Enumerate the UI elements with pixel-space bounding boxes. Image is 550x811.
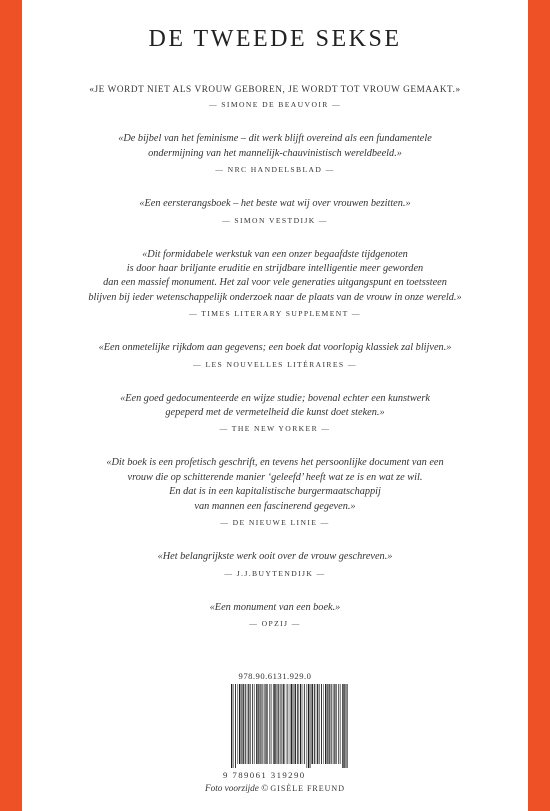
barcode-bar bbox=[250, 684, 251, 764]
quote-source: — DE NIEUWE LINIE — bbox=[220, 518, 330, 528]
barcode-bar bbox=[323, 684, 324, 764]
quote-source: — OPZIJ — bbox=[249, 618, 301, 628]
quote-6 bbox=[22, 392, 528, 436]
quote-text: «Een onmetelijke rijkdom aan gegevens; een boek dat voorlopig klassiek zal blijven.» bbox=[98, 342, 452, 354]
barcode-bar bbox=[319, 684, 320, 764]
barcode-bar bbox=[294, 684, 295, 764]
barcode-bar bbox=[264, 684, 265, 764]
barcode-bar bbox=[289, 684, 290, 764]
quote-3 bbox=[22, 197, 528, 226]
barcode-bar bbox=[241, 684, 242, 764]
quote-text: «Dit formidabele werkstuk van een onzer begaafdste tijdgenoten is door haar briljante eruditie en strijdbare intelligentie meer geworden dan een massief monument. Het zal voor vele generaties uitgangspunt en toetssteen blijven bij ieder wetenschappelijk onderzoek naar de plaats van de vrouw in onze wereld.» bbox=[88, 248, 462, 303]
barcode-bar bbox=[283, 684, 284, 764]
barcode-bar bbox=[317, 684, 318, 764]
quote-7 bbox=[22, 456, 528, 529]
quote-source: — THE NEW YORKER — bbox=[219, 424, 331, 434]
left-accent-stripe bbox=[0, 0, 22, 811]
barcode-bar bbox=[308, 684, 309, 768]
barcode-bar bbox=[273, 684, 274, 764]
barcode-bar bbox=[267, 684, 268, 764]
barcode-bar bbox=[312, 684, 313, 764]
barcode-bar bbox=[259, 684, 260, 764]
quote-text: «Een monument van een boek.» bbox=[209, 601, 341, 613]
barcode-bar bbox=[272, 684, 273, 764]
barcode-bar bbox=[278, 684, 279, 764]
barcode-bar bbox=[235, 684, 236, 768]
barcode-bar bbox=[295, 684, 296, 764]
barcode-bar bbox=[331, 684, 332, 764]
back-cover bbox=[22, 0, 528, 811]
book-title: DE TWEEDE SEKSE bbox=[148, 26, 402, 52]
photo-credit bbox=[22, 783, 528, 793]
barcode-bar bbox=[231, 684, 232, 768]
barcode-bar bbox=[306, 684, 307, 768]
quote-1 bbox=[22, 82, 528, 111]
barcode-bar bbox=[327, 684, 328, 764]
quote-text: «Het belangrijkste werk ooit over de vrouw geschreven.» bbox=[157, 551, 393, 563]
barcode-bar bbox=[254, 684, 255, 764]
quote-text: «JE WORDT NIET ALS VROUW GEBOREN, JE WORDT TOT VROUW GEMAAKT.» bbox=[89, 84, 461, 94]
barcode-bar bbox=[345, 684, 346, 768]
barcode-bar bbox=[281, 684, 282, 764]
barcode-bar bbox=[299, 684, 300, 764]
quote-2 bbox=[22, 132, 528, 176]
barcode-bar bbox=[333, 684, 334, 764]
barcode-bar bbox=[314, 684, 315, 764]
barcode-bar bbox=[245, 684, 246, 764]
barcode-bar bbox=[310, 684, 311, 768]
barcode-bar bbox=[269, 684, 270, 764]
quote-source: — SIMONE DE BEAUVOIR — bbox=[208, 100, 342, 110]
barcode-bar bbox=[280, 684, 281, 764]
barcode-bar bbox=[347, 684, 348, 768]
barcode-bar bbox=[275, 684, 276, 764]
barcode-bar bbox=[260, 684, 261, 764]
barcode-bar bbox=[321, 684, 322, 764]
quote-text: «De bijbel van het feminisme – dit werk blijft overeind als een fundamentele ondermijning van het mannelijk-chauvinistisch wereldbeeld.» bbox=[118, 133, 432, 159]
barcode-bar bbox=[291, 684, 292, 764]
barcode-bar bbox=[325, 684, 326, 764]
barcode-bar bbox=[242, 684, 243, 764]
quote-9 bbox=[22, 601, 528, 630]
barcode-bar bbox=[336, 684, 337, 764]
quote-text: «Een goed gedocumenteerde en wijze studie; bovenal echter een kunstwerk gepeperd met de vermetelheid die kunst doet steken.» bbox=[120, 392, 430, 419]
barcode-bar bbox=[277, 684, 278, 764]
photo-credit-name: GISÈLE FREUND bbox=[270, 784, 345, 793]
barcode-bar bbox=[329, 684, 330, 764]
barcode-bar bbox=[338, 684, 339, 764]
quote-source: — J.J.BUYTENDIJK — bbox=[224, 568, 326, 578]
quote-5 bbox=[22, 341, 528, 370]
barcode-bar bbox=[297, 684, 298, 764]
barcode-bar bbox=[237, 684, 238, 764]
barcode-bar bbox=[293, 684, 294, 764]
barcode-bar bbox=[285, 684, 286, 764]
barcode-bar bbox=[340, 684, 341, 764]
barcode-bar bbox=[287, 684, 288, 764]
barcode-bar bbox=[344, 684, 345, 768]
barcode-bar bbox=[239, 684, 240, 764]
quote-source: — LES NOUVELLES LITÉRAIRES — bbox=[193, 359, 357, 369]
barcode-digits: 9 789061 319290 bbox=[223, 770, 306, 780]
quote-4 bbox=[22, 248, 528, 321]
barcode bbox=[229, 684, 349, 768]
barcode-bar bbox=[311, 684, 312, 764]
barcode-bar bbox=[342, 684, 343, 768]
barcode-bar bbox=[258, 684, 259, 764]
quote-source: — TIMES LITERARY SUPPLEMENT — bbox=[189, 309, 361, 319]
barcode-bar bbox=[248, 684, 249, 764]
quote-text: «Dit boek is een profetisch geschrift, en tevens het persoonlijke document van een vrouw die op schitterende manier ‘geleefd’ heeft wat ze is en wat ze wil. En dat is in een kapitalistische burgermaatschappij van mannen een fascinerend gegeven.» bbox=[106, 457, 444, 512]
barcode-bar bbox=[256, 684, 257, 764]
barcode-bar bbox=[262, 684, 263, 764]
barcode-bar bbox=[328, 684, 329, 764]
quote-source: — SIMON VESTDIJK — bbox=[222, 215, 328, 225]
barcode-bar bbox=[233, 684, 234, 768]
quote-text: «Een eersterangsboek – het beste wat wij over vrouwen bezitten.» bbox=[139, 198, 411, 210]
barcode-bar bbox=[300, 684, 301, 764]
quote-8 bbox=[22, 550, 528, 579]
barcode-bar bbox=[265, 684, 266, 764]
photo-credit-prefix: Foto voorzijde © bbox=[205, 783, 269, 793]
quote-source: — NRC HANDELSBLAD — bbox=[215, 165, 335, 175]
isbn-number: 978.90.6131.929.0 bbox=[238, 671, 312, 681]
barcode-bar bbox=[243, 684, 244, 764]
barcode-bar bbox=[316, 684, 317, 764]
review-quotes bbox=[22, 80, 528, 630]
right-accent-stripe bbox=[528, 0, 550, 811]
barcode-bar bbox=[334, 684, 335, 764]
barcode-bar bbox=[304, 684, 305, 764]
barcode-bar bbox=[247, 684, 248, 764]
barcode-bar bbox=[302, 684, 303, 764]
barcode-bar bbox=[252, 684, 253, 764]
